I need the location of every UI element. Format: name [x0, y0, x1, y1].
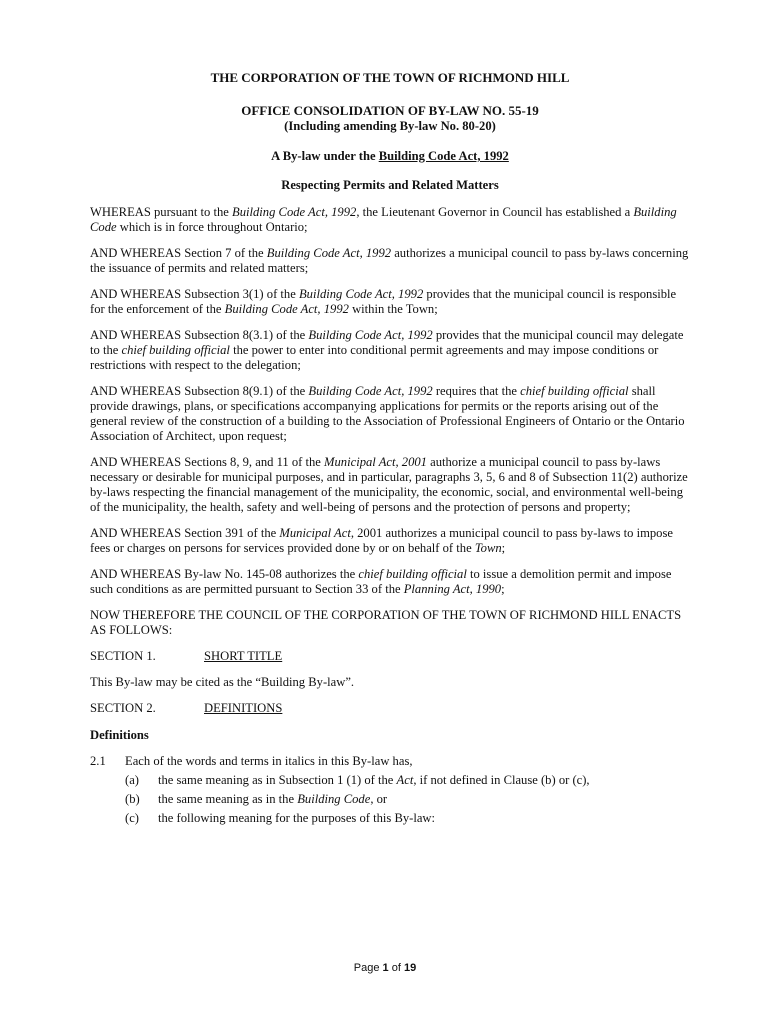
- italic-term: Planning Act, 1990: [403, 582, 502, 596]
- section-2-heading: [90, 701, 690, 716]
- italic-term: Building Code Act, 1992: [266, 246, 392, 260]
- text-run: ;: [501, 582, 505, 596]
- text-run: AND WHEREAS Subsection 8(3.1) of the: [90, 328, 309, 342]
- clause-text: Each of the words and terms in italics in this By-law has,: [125, 754, 413, 768]
- text-run: AND WHEREAS Sections 8, 9, and 11 of the: [90, 455, 325, 469]
- text-run: AND WHEREAS Section 391 of the: [90, 526, 280, 540]
- text-run: authorizes a municipal council to pass by-laws concerning the issuance of permits and related matters;: [90, 246, 689, 275]
- clause-number: 2.1: [90, 754, 106, 768]
- text-run: provides that the municipal council may delegate to the: [90, 328, 684, 357]
- text-run: provides that the municipal council is responsible for the enforcement of the: [90, 287, 677, 316]
- whereas-paragraph-8: [90, 567, 690, 597]
- text-run: , the Lieutenant Governor in Council has established a: [356, 205, 634, 219]
- text-run: authorize a municipal council to pass by-laws necessary or desirable for municipal purposes, and in particular, paragraphs 3, 5, 6 and 8 of Subsection 11(2) authorize by-laws respecting the financial management of the municipality, the economic, social, and environmental well-being of the municipality, the health, safety and well-being of persons and the protection of persons and property;: [90, 455, 688, 514]
- italic-term: Town: [474, 541, 502, 555]
- section-title: DEFINITIONS: [204, 701, 283, 715]
- subclause-c: [90, 811, 690, 826]
- text-run: the power to enter into conditional permit agreements and may impose conditions or restrictions with respect to the delegation;: [90, 343, 659, 372]
- definitions-heading: Definitions: [90, 728, 149, 742]
- text-run: AND WHEREAS By-law No. 145-08 authorizes the: [90, 567, 359, 581]
- text-run: AND WHEREAS Subsection 8(9.1) of the: [90, 384, 309, 398]
- page-footer: [0, 961, 770, 976]
- section-number: SECTION 1.: [90, 649, 156, 663]
- italic-term: chief building official: [358, 567, 467, 581]
- italic-term: Municipal Act: [279, 526, 351, 540]
- whereas-paragraph-4: [90, 328, 690, 373]
- text-run: ;: [501, 541, 506, 555]
- section-number: SECTION 2.: [90, 701, 156, 715]
- subclause-text: [158, 792, 387, 807]
- italic-term: Building Code Act, 1992: [224, 302, 349, 316]
- text-run: AND WHEREAS Section 7 of the: [90, 246, 267, 260]
- text-run: within the Town;: [348, 302, 438, 316]
- italic-term: chief building official: [121, 343, 230, 357]
- bylaw-under-prefix: A By-law under the: [271, 149, 379, 163]
- of-word: of: [388, 962, 404, 974]
- italic-term: Building Code Act, 1992: [298, 287, 424, 301]
- italic-term: Building Code: [297, 792, 371, 806]
- subclause-label: (a): [125, 773, 139, 787]
- whereas-paragraph-5: [90, 384, 690, 444]
- bylaw-under-line: [90, 149, 690, 164]
- text-run: , 2001 authorizes a municipal council to pass by-laws to impose fees or charges on persons for services provided done by or on behalf of the: [90, 526, 673, 555]
- corporation-title: THE CORPORATION OF THE TOWN OF RICHMOND HILL: [210, 70, 570, 85]
- text-run: the same meaning as in Subsection 1 (1) of the: [158, 773, 397, 787]
- text-run: , or: [370, 792, 388, 806]
- text-run: which is in force throughout Ontario;: [116, 220, 308, 234]
- subclause-a: [90, 773, 690, 788]
- text-run: shall provide drawings, plans, or specifications accompanying applications for permits or the reports arising out of the general review of the construction of a building to the Association of Professional Engineers of Ontario or the Ontario Association of Architect, upon request;: [90, 384, 685, 443]
- whereas-paragraph-1: [90, 205, 690, 235]
- section-1-heading: [90, 649, 690, 664]
- bylaw-under-act: Building Code Act, 1992: [378, 149, 509, 163]
- page-number: 1: [382, 962, 389, 974]
- amending-note: (Including amending By-law No. 80-20): [284, 119, 496, 133]
- text-run: to issue a demolition permit and impose such conditions as are permitted pursuant to Section 33 of the: [90, 567, 672, 596]
- italic-term: Act: [396, 773, 414, 787]
- text-run: , if not defined in Clause (b) or (c),: [413, 773, 590, 787]
- text-run: WHEREAS pursuant to the: [90, 205, 233, 219]
- italic-term: chief building official: [520, 384, 629, 398]
- whereas-paragraph-2: [90, 246, 690, 276]
- text-run: requires that the: [432, 384, 521, 398]
- text-run: AND WHEREAS Subsection 3(1) of the: [90, 287, 299, 301]
- subclause-label: (b): [125, 792, 140, 806]
- italic-term: Building Code Act, 1992: [308, 384, 433, 398]
- respecting-heading: Respecting Permits and Related Matters: [281, 178, 499, 192]
- italic-term: Building Code: [90, 205, 677, 234]
- subclause-b: [90, 792, 690, 807]
- italic-term: Municipal Act, 2001: [324, 455, 427, 469]
- section-title: SHORT TITLE: [204, 649, 283, 663]
- whereas-paragraph-6: [90, 455, 690, 515]
- page-word: Page: [353, 962, 383, 974]
- short-title-text: This By-law may be cited as the “Building By-law”.: [90, 675, 355, 689]
- consolidation-title: OFFICE CONSOLIDATION OF BY-LAW NO. 55-19: [241, 103, 539, 118]
- document-page: [90, 70, 690, 826]
- page-total: 19: [403, 962, 417, 974]
- subclause-text: [158, 773, 590, 788]
- italic-term: Building Code Act, 1992: [232, 205, 357, 219]
- clause-2-1: [90, 754, 690, 769]
- whereas-paragraph-7: [90, 526, 690, 556]
- italic-term: Building Code Act, 1992: [308, 328, 433, 342]
- text-run: the same meaning as in the: [158, 792, 298, 806]
- enacts-statement: NOW THEREFORE THE COUNCIL OF THE CORPORATION OF THE TOWN OF RICHMOND HILL ENACTS AS FOLLOWS:: [90, 608, 682, 637]
- subclause-text: the following meaning for the purposes of this By-law:: [158, 811, 436, 825]
- whereas-paragraph-3: [90, 287, 690, 317]
- subclause-label: (c): [125, 811, 139, 825]
